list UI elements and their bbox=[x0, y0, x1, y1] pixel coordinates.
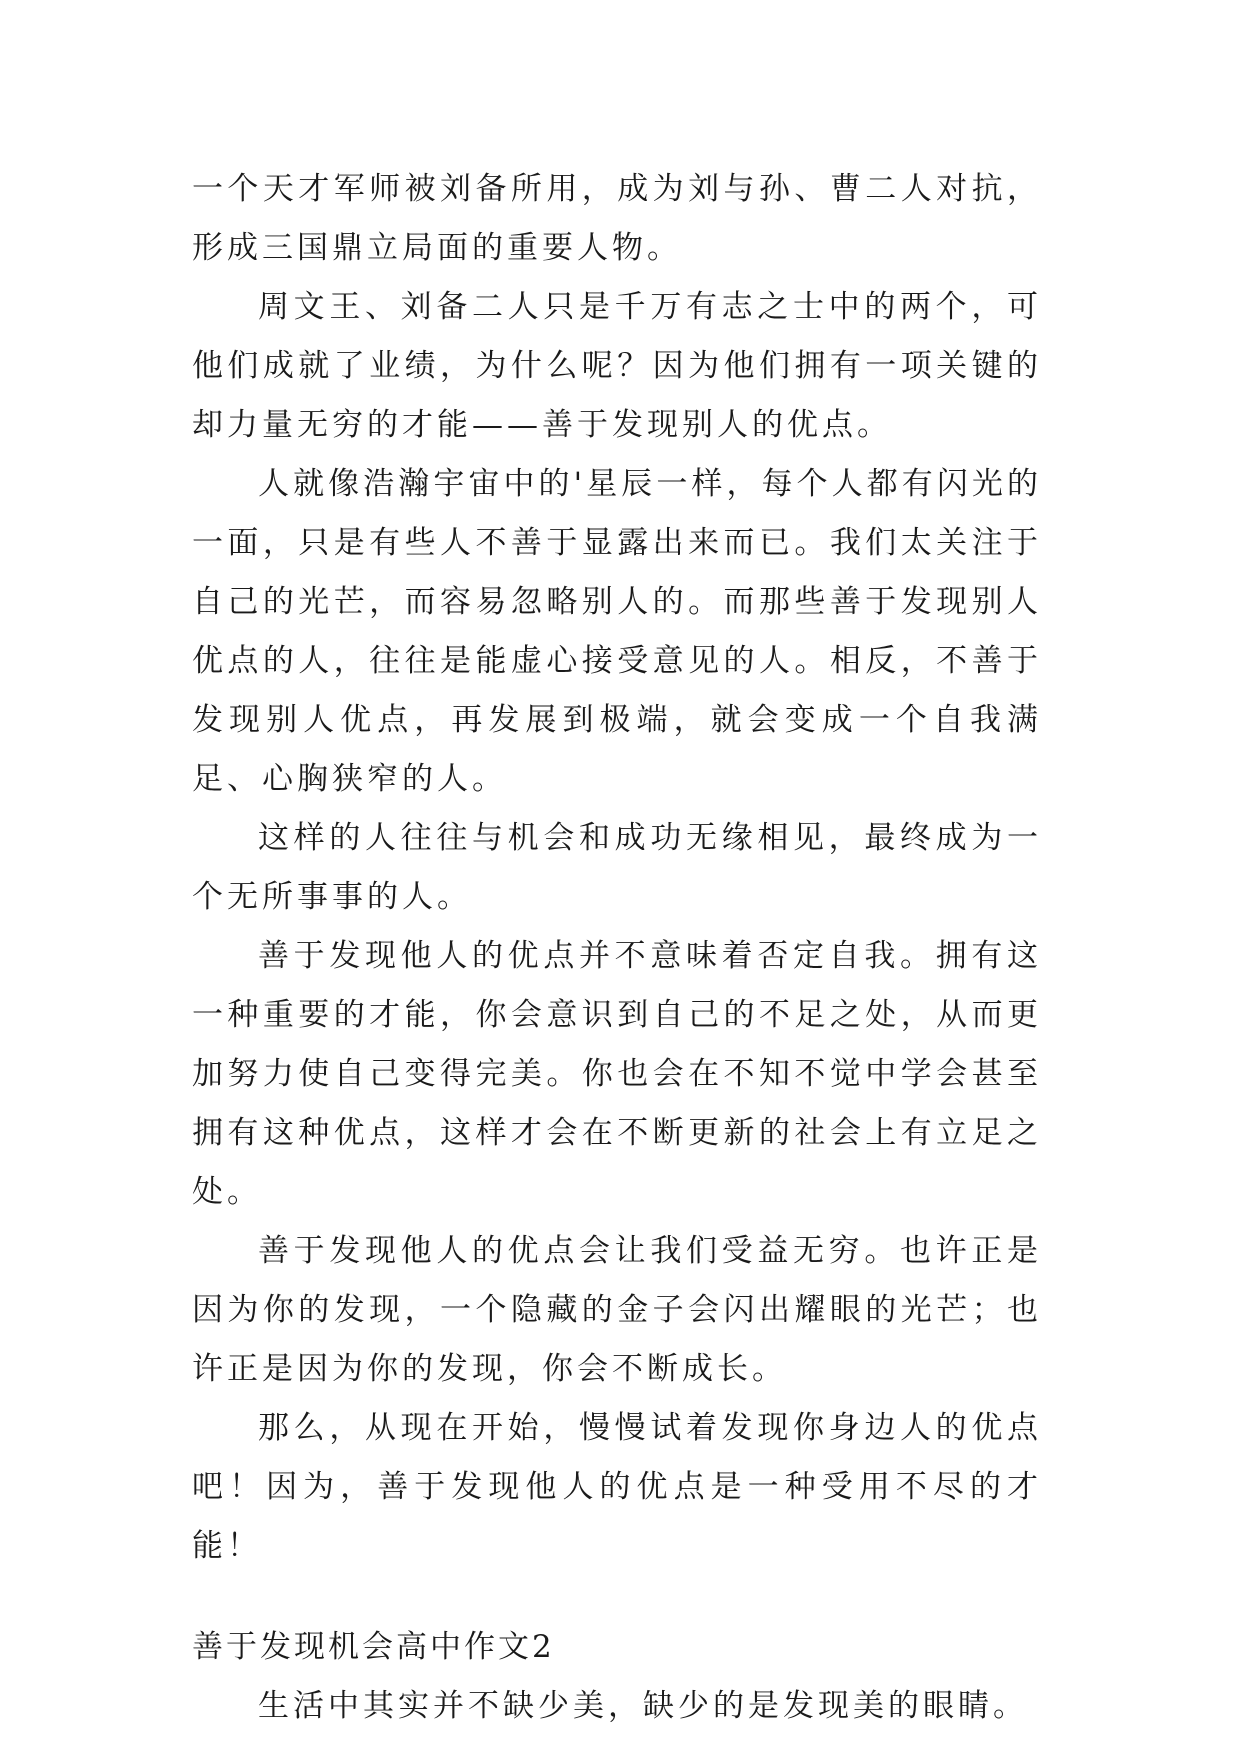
paragraph: 一个天才军师被刘备所用，成为刘与孙、曹二人对抗，形成三国鼎立局面的重要人物。 bbox=[192, 171, 1042, 266]
paragraph: 那么，从现在开始，慢慢试着发现你身边人的优点吧！因为，善于发现他人的优点是一种受用不尽的才能！ bbox=[192, 1410, 1042, 1564]
paragraph: 生活中其实并不缺少美，缺少的是发现美的眼睛。 bbox=[258, 1688, 1028, 1724]
paragraph: 这样的人往往与机会和成功无缘相见，最终成为一个无所事事的人。 bbox=[192, 820, 1042, 915]
section-title: 善于发现机会高中作文2 bbox=[192, 1629, 555, 1665]
document-page bbox=[192, 160, 1042, 1736]
paragraph: 周文王、刘备二人只是千万有志之士中的两个，可他们成就了业绩，为什么呢？因为他们拥有一项关键的却力量无穷的才能——善于发现别人的优点。 bbox=[192, 289, 1042, 443]
paragraph: 人就像浩瀚宇宙中的'星辰一样，每个人都有闪光的一面，只是有些人不善于显露出来而已。我们太关注于自己的光芒，而容易忽略别人的。而那些善于发现别人优点的人，往往是能虚心接受意见的人。相反，不善于发现别人优点，再发展到极端，就会变成一个自我满足、心胸狭窄的人。 bbox=[192, 466, 1042, 797]
paragraph: 善于发现他人的优点会让我们受益无穷。也许正是因为你的发现，一个隐藏的金子会闪出耀眼的光芒；也许正是因为你的发现，你会不断成长。 bbox=[192, 1233, 1042, 1387]
paragraph: 善于发现他人的优点并不意味着否定自我。拥有这一种重要的才能，你会意识到自己的不足之处，从而更加努力使自己变得完美。你也会在不知不觉中学会甚至拥有这种优点，这样才会在不断更新的社会上有立足之处。 bbox=[192, 938, 1042, 1210]
